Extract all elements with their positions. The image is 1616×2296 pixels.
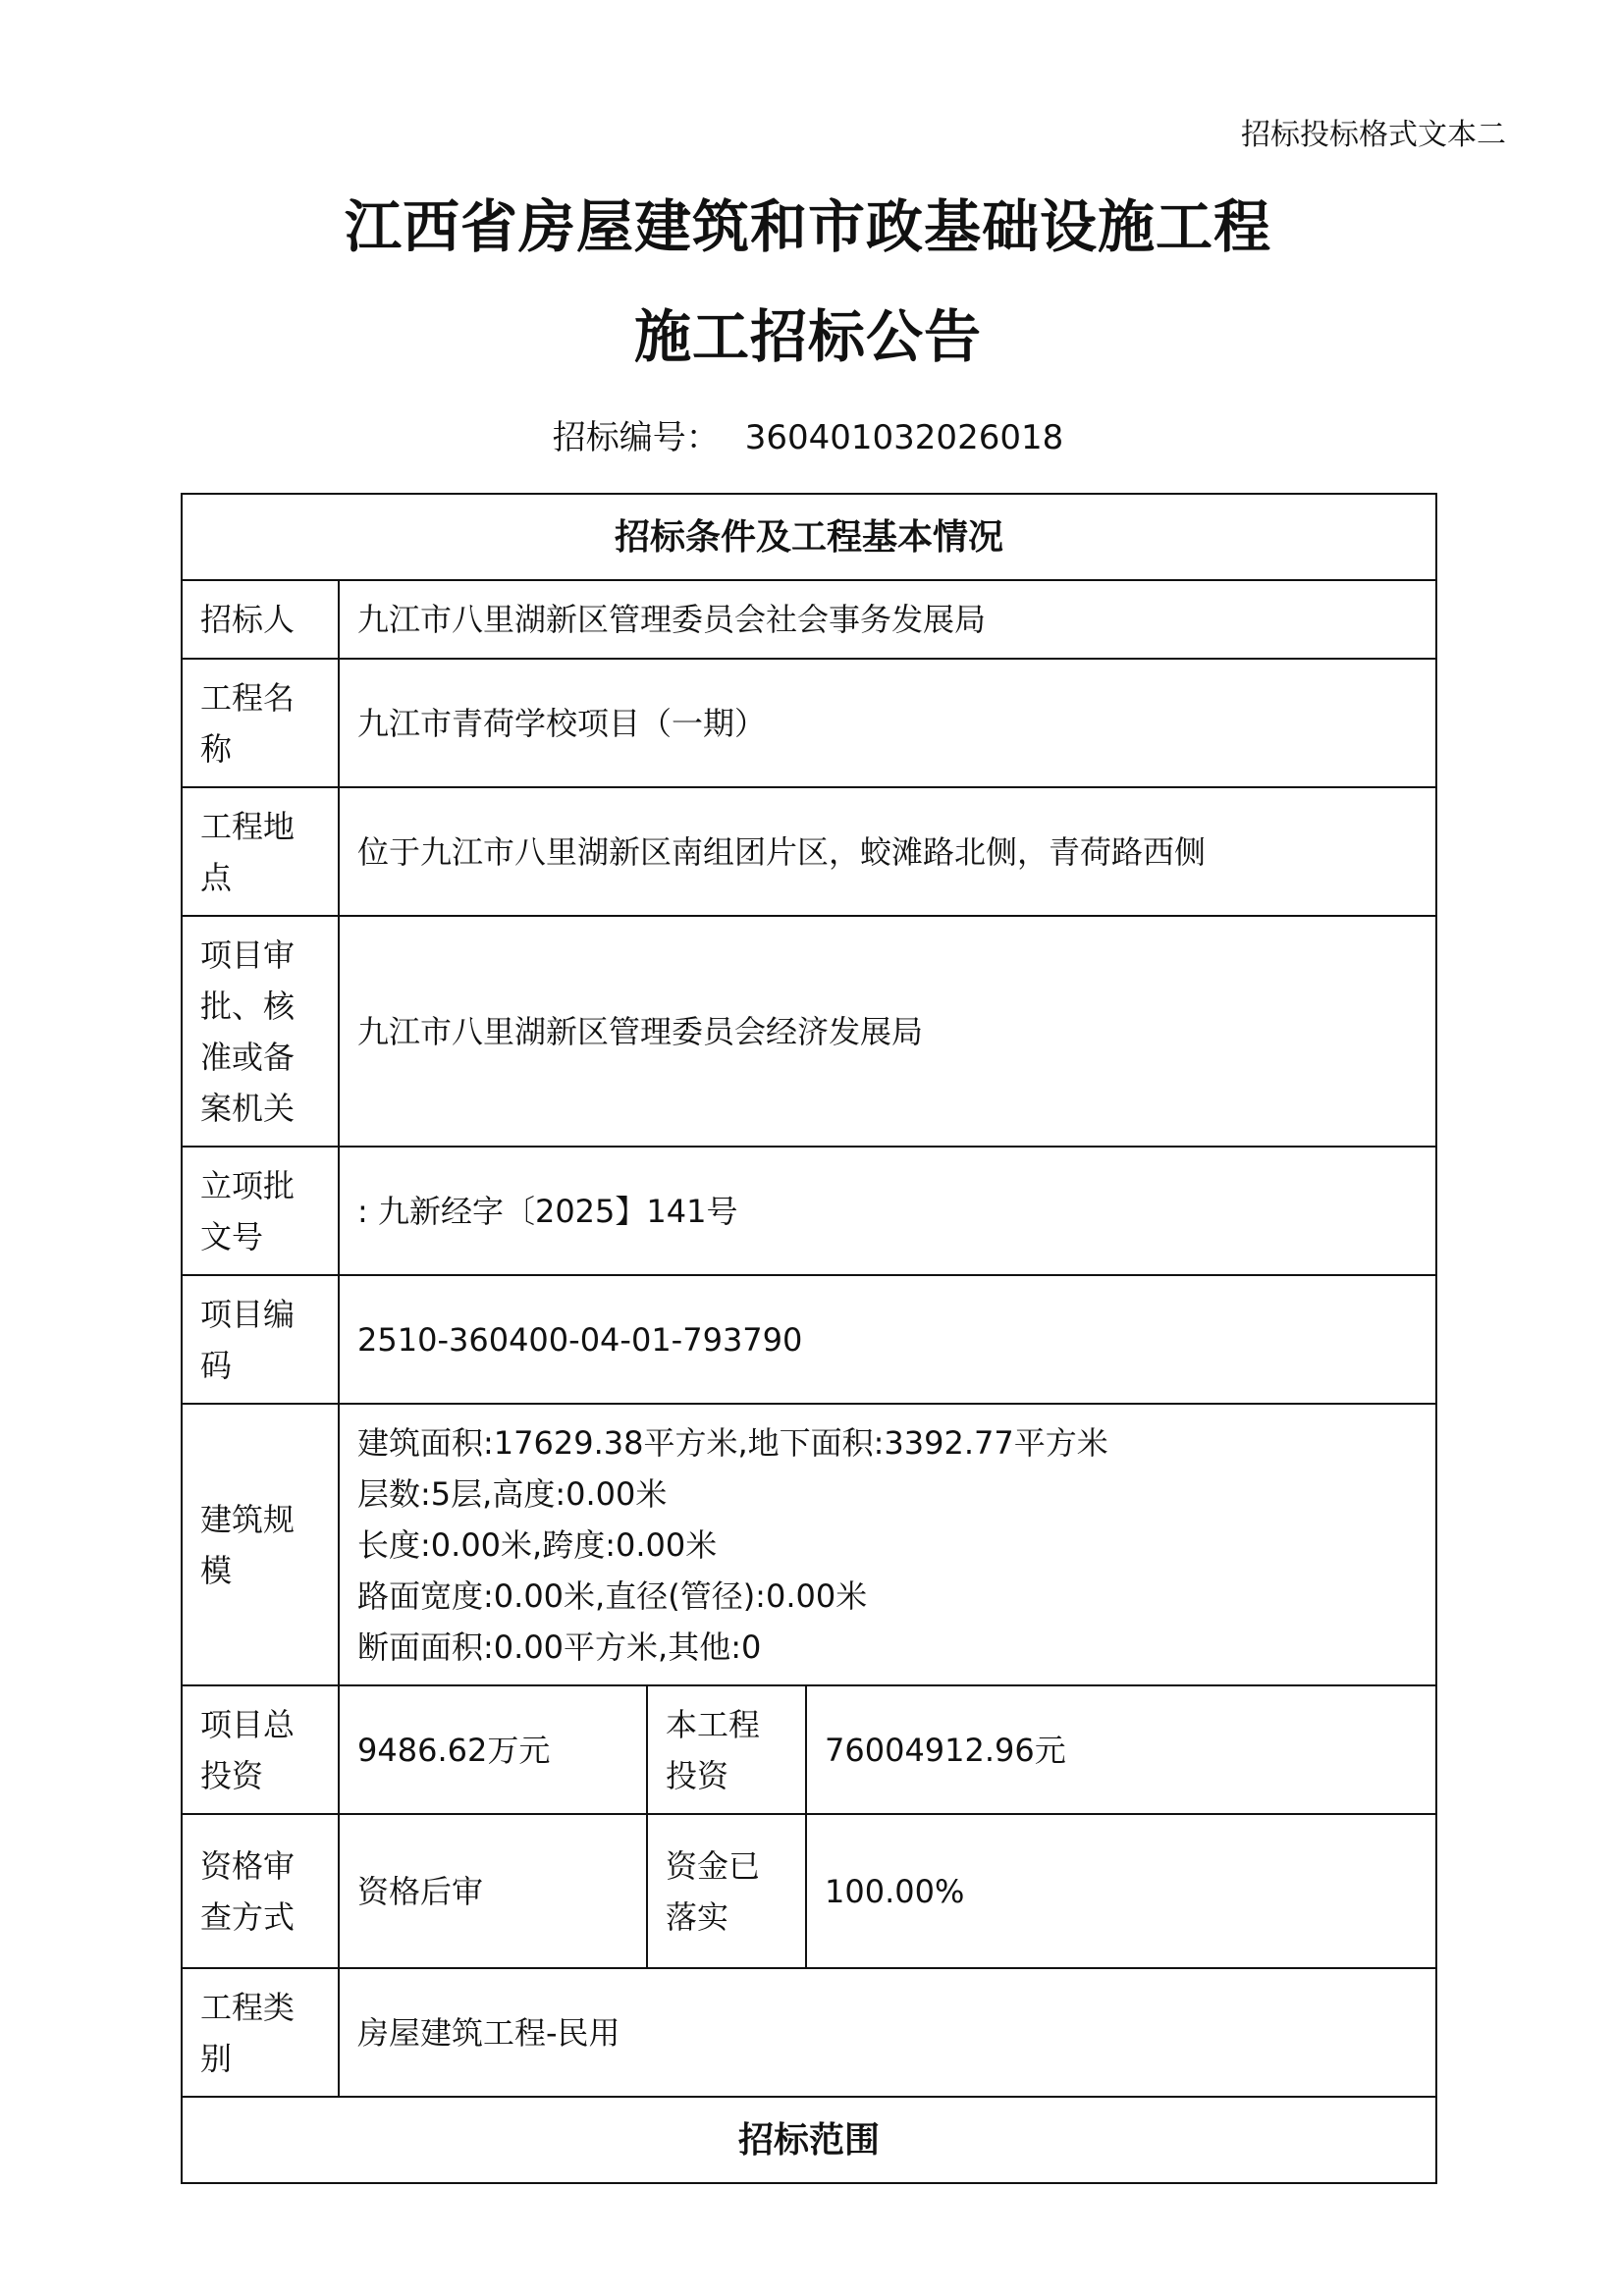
approval-authority-label: 项目审 批、核 准或备 案机关 [182,916,339,1147]
table-row [182,1147,1436,1275]
document-subtitle: 施工招标公告 [633,303,982,370]
document-title: 江西省房屋建筑和市政基础设施工程 [344,193,1271,260]
project-name-label: 工程名 称 [182,659,339,787]
funds-ready-label: 资金已 落实 [647,1814,806,1968]
bid-number-value: 360401032026018 [744,418,1064,457]
table-row [182,916,1436,1147]
section-header-row [182,2097,1436,2183]
section-header-row [182,494,1436,580]
total-investment-value: 9486.62万元 [339,1685,647,1814]
location-label: 工程地 点 [182,787,339,916]
table-row [182,580,1436,659]
table-row [182,1275,1436,1404]
bid-info-table [181,493,1437,2184]
total-investment-label: 项目总 投资 [182,1685,339,1814]
document-format-label: 招标投标格式文本二 [1241,118,1506,152]
table-row [182,1685,1436,1814]
qualification-label: 资格审 查方式 [182,1814,339,1968]
project-investment-value: 76004912.96元 [806,1685,1436,1814]
section-header-scope: 招标范围 [182,2097,1436,2183]
location-value: 位于九江市八里湖新区南组团片区，蛟滩路北侧，青荷路西侧 [339,787,1436,916]
funds-ready-value: 100.00% [806,1814,1436,1968]
approval-doc-value: : 九新经字〔2025】141号 [339,1147,1436,1275]
tenderer-label: 招标人 [182,580,339,659]
project-name-value: 九江市青荷学校项目（一期） [339,659,1436,787]
project-investment-label: 本工程 投资 [647,1685,806,1814]
section-header-conditions: 招标条件及工程基本情况 [182,494,1436,580]
qualification-value: 资格后审 [339,1814,647,1968]
bid-number-label: 招标编号： [552,418,720,457]
table-row [182,1968,1436,2097]
table-row [182,1814,1436,1968]
approval-doc-label: 立项批 文号 [182,1147,339,1275]
project-code-label: 项目编 码 [182,1275,339,1404]
approval-authority-value: 九江市八里湖新区管理委员会经济发展局 [339,916,1436,1147]
table-row [182,659,1436,787]
category-label: 工程类 别 [182,1968,339,2097]
category-value: 房屋建筑工程-民用 [339,1968,1436,2097]
table-row [182,787,1436,916]
project-code-value: 2510-360400-04-01-793790 [339,1275,1436,1404]
tenderer-value: 九江市八里湖新区管理委员会社会事务发展局 [339,580,1436,659]
scale-label: 建筑规 模 [182,1404,339,1685]
bid-number [0,410,1616,458]
scale-value: 建筑面积:17629.38平方米,地下面积:3392.77平方米 层数:5层,高度:0.00米 长度:0.00米,跨度:0.00米 路面宽度:0.00米,直径(管径):0.00米 断面面积:0.00平方米,其他:0 [339,1404,1436,1685]
table-row [182,1404,1436,1685]
